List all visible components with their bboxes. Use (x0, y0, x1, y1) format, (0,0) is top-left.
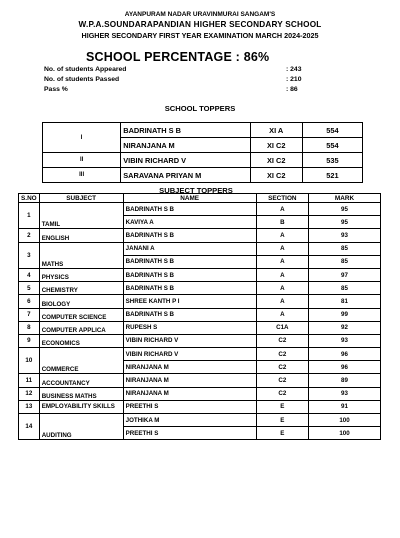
name-cell: JOTHIKA M (123, 414, 256, 427)
subject-cell: TAMIL (39, 203, 123, 229)
section-cell: E (256, 427, 308, 440)
name-cell: VIBIN RICHARD V (121, 153, 250, 168)
mark-cell: 535 (302, 153, 362, 168)
school-toppers-title: SCHOOL TOPPERS (164, 104, 236, 113)
mark-cell: 97 (309, 268, 381, 281)
name-cell: BADRINATH S B (123, 229, 256, 242)
table-row (19, 308, 381, 321)
school-toppers-table (42, 122, 363, 183)
mark-cell: 93 (309, 387, 381, 400)
section-cell: A (256, 203, 308, 216)
school-name: W.P.A.SOUNDARAPANDIAN HIGHER SECONDARY SCHOOL (78, 20, 322, 29)
class-cell: XI A (250, 123, 302, 138)
mark-cell: 96 (309, 361, 381, 374)
subject-toppers-table (18, 193, 381, 440)
section-cell: A (256, 282, 308, 295)
table-row (19, 282, 381, 295)
name-cell: SARAVANA PRIYAN M (121, 168, 250, 183)
section-cell: A (256, 229, 308, 242)
sno-cell: 1 (19, 203, 40, 229)
subject-cell: EMPLOYABILITY SKILLS (39, 400, 123, 413)
stat-passed-label: No. of students Passed (44, 76, 120, 83)
subject-cell: ACCOUNTANCY (39, 374, 123, 387)
section-cell: C2 (256, 374, 308, 387)
name-cell: BADRINATH S B (123, 282, 256, 295)
mark-header: MARK (309, 194, 381, 203)
table-row (19, 374, 381, 387)
sno-cell: 11 (19, 374, 40, 387)
header-row (19, 194, 381, 203)
table-row (19, 203, 381, 216)
mark-cell: 85 (309, 282, 381, 295)
subject-cell: COMPUTER APPLICA (39, 321, 123, 334)
mark-cell: 85 (309, 255, 381, 268)
section-cell: C2 (256, 348, 308, 361)
name-cell: BADRINATH S B (123, 308, 256, 321)
subject-header: SUBJECT (39, 194, 123, 203)
name-cell: JANANI A (123, 242, 256, 255)
section-cell: A (256, 268, 308, 281)
sno-cell: 14 (19, 414, 40, 440)
name-cell: PREETHI S (123, 427, 256, 440)
name-cell: VIBIN RICHARD V (123, 334, 256, 347)
sno-header: S.NO (19, 194, 40, 203)
section-cell: A (256, 255, 308, 268)
name-header: NAME (123, 194, 256, 203)
association-name: AYANPURAM NADAR URAVINMURAI SANGAM'S (124, 11, 276, 18)
subject-cell: AUDITING (39, 414, 123, 440)
table-row (19, 400, 381, 413)
sno-cell: 7 (19, 308, 40, 321)
section-cell: E (256, 414, 308, 427)
mark-cell: 92 (309, 321, 381, 334)
subject-toppers-body (19, 203, 381, 440)
section-cell: B (256, 216, 308, 229)
name-cell: NIRANJANA M (121, 138, 250, 153)
table-row (19, 334, 381, 347)
section-cell: C2 (256, 387, 308, 400)
mark-cell: 99 (309, 308, 381, 321)
section-cell: A (256, 308, 308, 321)
section-cell: C2 (256, 334, 308, 347)
sno-cell: 10 (19, 348, 40, 374)
rank-cell: II (43, 153, 121, 168)
stat-passed-value: : 210 (286, 76, 302, 83)
name-cell: NIRANJANA M (123, 387, 256, 400)
name-cell: RUPESH S (123, 321, 256, 334)
subject-cell: BUSINESS MATHS (39, 387, 123, 400)
mark-cell: 95 (309, 216, 381, 229)
sno-cell: 9 (19, 334, 40, 347)
subject-cell: ECONOMICS (39, 334, 123, 347)
name-cell: BADRINATH S B (123, 255, 256, 268)
sno-cell: 8 (19, 321, 40, 334)
name-cell: SHREE KANTH P I (123, 295, 256, 308)
rank-cell: III (43, 168, 121, 183)
mark-cell: 554 (302, 123, 362, 138)
sno-cell: 2 (19, 229, 40, 242)
stat-pass-percent-value: : 86 (286, 86, 298, 93)
table-row (19, 321, 381, 334)
mark-cell: 95 (309, 203, 381, 216)
table-row (19, 295, 381, 308)
mark-cell: 96 (309, 348, 381, 361)
table-row (19, 348, 381, 361)
section-cell: E (256, 400, 308, 413)
name-cell: PREETHI S (123, 400, 256, 413)
name-cell: BADRINATH S B (121, 123, 250, 138)
table-row (43, 168, 363, 183)
rank-cell: I (43, 123, 121, 153)
section-header: SECTION (256, 194, 308, 203)
name-cell: VIBIN RICHARD V (123, 348, 256, 361)
table-row (19, 387, 381, 400)
mark-cell: 85 (309, 242, 381, 255)
sno-cell: 3 (19, 242, 40, 268)
mark-cell: 93 (309, 229, 381, 242)
table-row (43, 123, 363, 138)
subject-cell: MATHS (39, 242, 123, 268)
sno-cell: 4 (19, 268, 40, 281)
mark-cell: 81 (309, 295, 381, 308)
table-row (19, 242, 381, 255)
subject-cell: ENGLISH (39, 229, 123, 242)
name-cell: NIRANJANA M (123, 374, 256, 387)
stat-pass-percent-label: Pass % (44, 86, 68, 93)
subject-cell: COMMERCE (39, 348, 123, 374)
subject-cell: BIOLOGY (39, 295, 123, 308)
name-cell: BADRINATH S B (123, 268, 256, 281)
class-cell: XI C2 (250, 168, 302, 183)
name-cell: BADRINATH S B (123, 203, 256, 216)
section-cell: A (256, 242, 308, 255)
table-row (19, 268, 381, 281)
table-row (19, 414, 381, 427)
table-row (19, 229, 381, 242)
stat-appeared-label: No. of students Appeared (44, 66, 127, 73)
subject-cell: CHEMISTRY (39, 282, 123, 295)
section-cell: A (256, 295, 308, 308)
class-cell: XI C2 (250, 138, 302, 153)
mark-cell: 93 (309, 334, 381, 347)
section-cell: C2 (256, 361, 308, 374)
mark-cell: 91 (309, 400, 381, 413)
school-percentage: SCHOOL PERCENTAGE : 86% (86, 50, 270, 64)
subject-toppers-title: SUBJECT TOPPERS (159, 186, 233, 195)
sno-cell: 12 (19, 387, 40, 400)
sno-cell: 5 (19, 282, 40, 295)
sno-cell: 6 (19, 295, 40, 308)
name-cell: NIRANJANA M (123, 361, 256, 374)
mark-cell: 554 (302, 138, 362, 153)
subject-cell: COMPUTER SCIENCE (39, 308, 123, 321)
mark-cell: 521 (302, 168, 362, 183)
name-cell: KAVIYA A (123, 216, 256, 229)
mark-cell: 100 (309, 427, 381, 440)
exam-title: HIGHER SECONDARY FIRST YEAR EXAMINATION MARCH 2024-2025 (81, 31, 319, 40)
mark-cell: 89 (309, 374, 381, 387)
sno-cell: 13 (19, 400, 40, 413)
subject-cell: PHYSICS (39, 268, 123, 281)
table-row (43, 153, 363, 168)
section-cell: C1A (256, 321, 308, 334)
stat-appeared-value: : 243 (286, 66, 302, 73)
mark-cell: 100 (309, 414, 381, 427)
class-cell: XI C2 (250, 153, 302, 168)
